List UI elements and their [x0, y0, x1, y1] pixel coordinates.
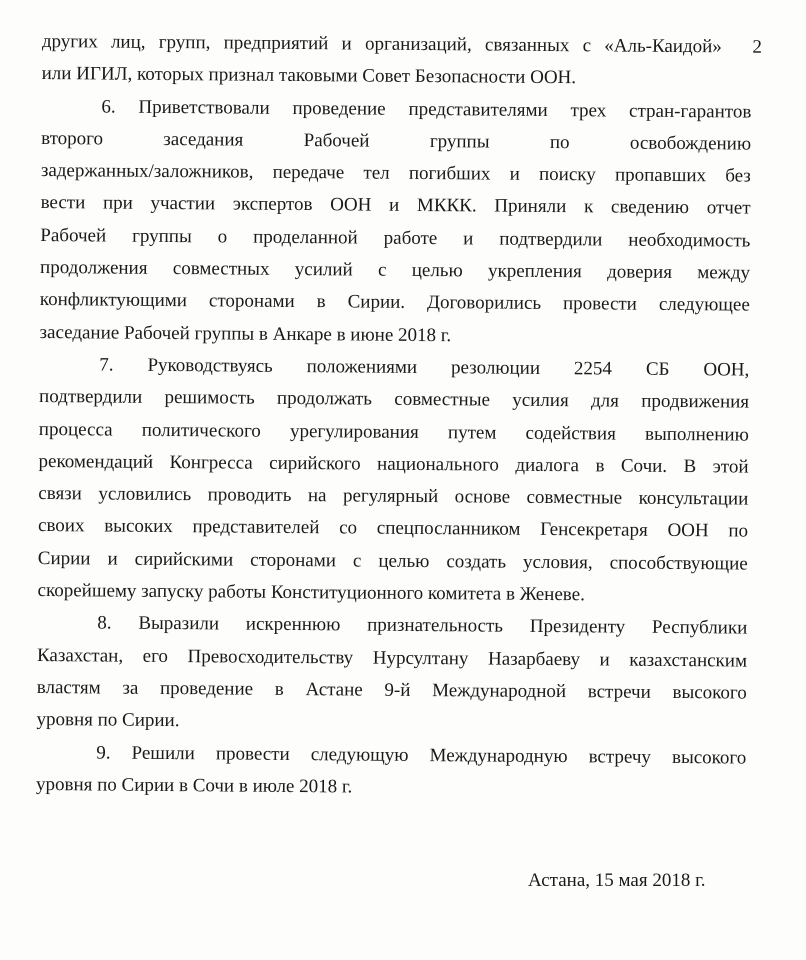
text-line: Казахстан, его Превосходительству Нурсултану Назарбаеву и казахстанским	[36, 644, 748, 672]
text-line: других лиц, групп, предприятий и организаций, связанных с «Аль-Каидой»	[41, 30, 722, 58]
text-line: процесса политического урегулирования путем содействия выполнению	[38, 418, 749, 446]
text-line: вести при участии экспертов ООН и МККК. Приняли к сведению отчет	[40, 192, 751, 220]
text-line: связи условились проводить на регулярный основе совместные консультации	[38, 483, 749, 510]
text-line: уровня по Сирии в Сочи в июле 2018 г.	[35, 773, 353, 798]
text-line: властям за проведение в Астане 9-й Международной встречи высокого	[36, 676, 747, 704]
text-line: продолжения совместных усилий с целью укрепления доверия между	[40, 257, 751, 284]
text-line: 9. Решили провести следующую Международную встречу высокого	[96, 741, 747, 769]
paragraph-6	[39, 91, 763, 355]
text-line: скорейшему запуску работы Конституционного комитета в Женеве.	[37, 580, 585, 606]
text-line: Рабочей группы о проделанной работе и подтвердили необходимость	[40, 224, 751, 252]
paragraph-8	[36, 607, 759, 742]
text-line: Сирии и сирийскими сторонами с целью создать условия, способствующие	[37, 547, 748, 575]
text-line: задержанных/заложников, передаче тел погибших и поиску пропавших без	[40, 160, 751, 187]
paragraph-continuation	[41, 26, 763, 96]
text-line: 6. Приветствовали проведение представителями трех стран-гарантов	[101, 96, 752, 123]
text-line: рекомендаций Конгресса сирийского национального диалога в Сочи. В этой	[38, 450, 749, 478]
text-line: конфликтующими сторонами в Сирии. Договорились провести следующее	[39, 289, 750, 316]
text-line: подтвердили решимость продолжать совместные усилия для продвижения	[39, 386, 750, 413]
text-line: своих высоких представителей со спецпосланником Генсекретаря ООН по	[37, 515, 749, 543]
text-line: или ИГИЛ, которых признал таковыми Совет Безопасности ООН.	[41, 63, 577, 89]
page-number: 2	[752, 36, 762, 58]
text-line: второго заседания Рабочей группы по освобождению	[41, 127, 752, 155]
place-and-date: Астана, 15 мая 2018 г.	[528, 870, 706, 891]
document-body	[36, 26, 764, 807]
text-line: заседание Рабочей группы в Анкаре в июне 2018 г.	[39, 321, 452, 346]
text-line: 8. Выразили искреннюю признательность Президенту Республики	[97, 612, 748, 639]
paragraph-9	[36, 737, 758, 807]
text-line: 7. Руководствуясь положениями резолюции 2254 СБ ООН,	[99, 354, 750, 381]
text-line: уровня по Сирии.	[36, 709, 180, 732]
paragraph-7	[37, 349, 761, 613]
